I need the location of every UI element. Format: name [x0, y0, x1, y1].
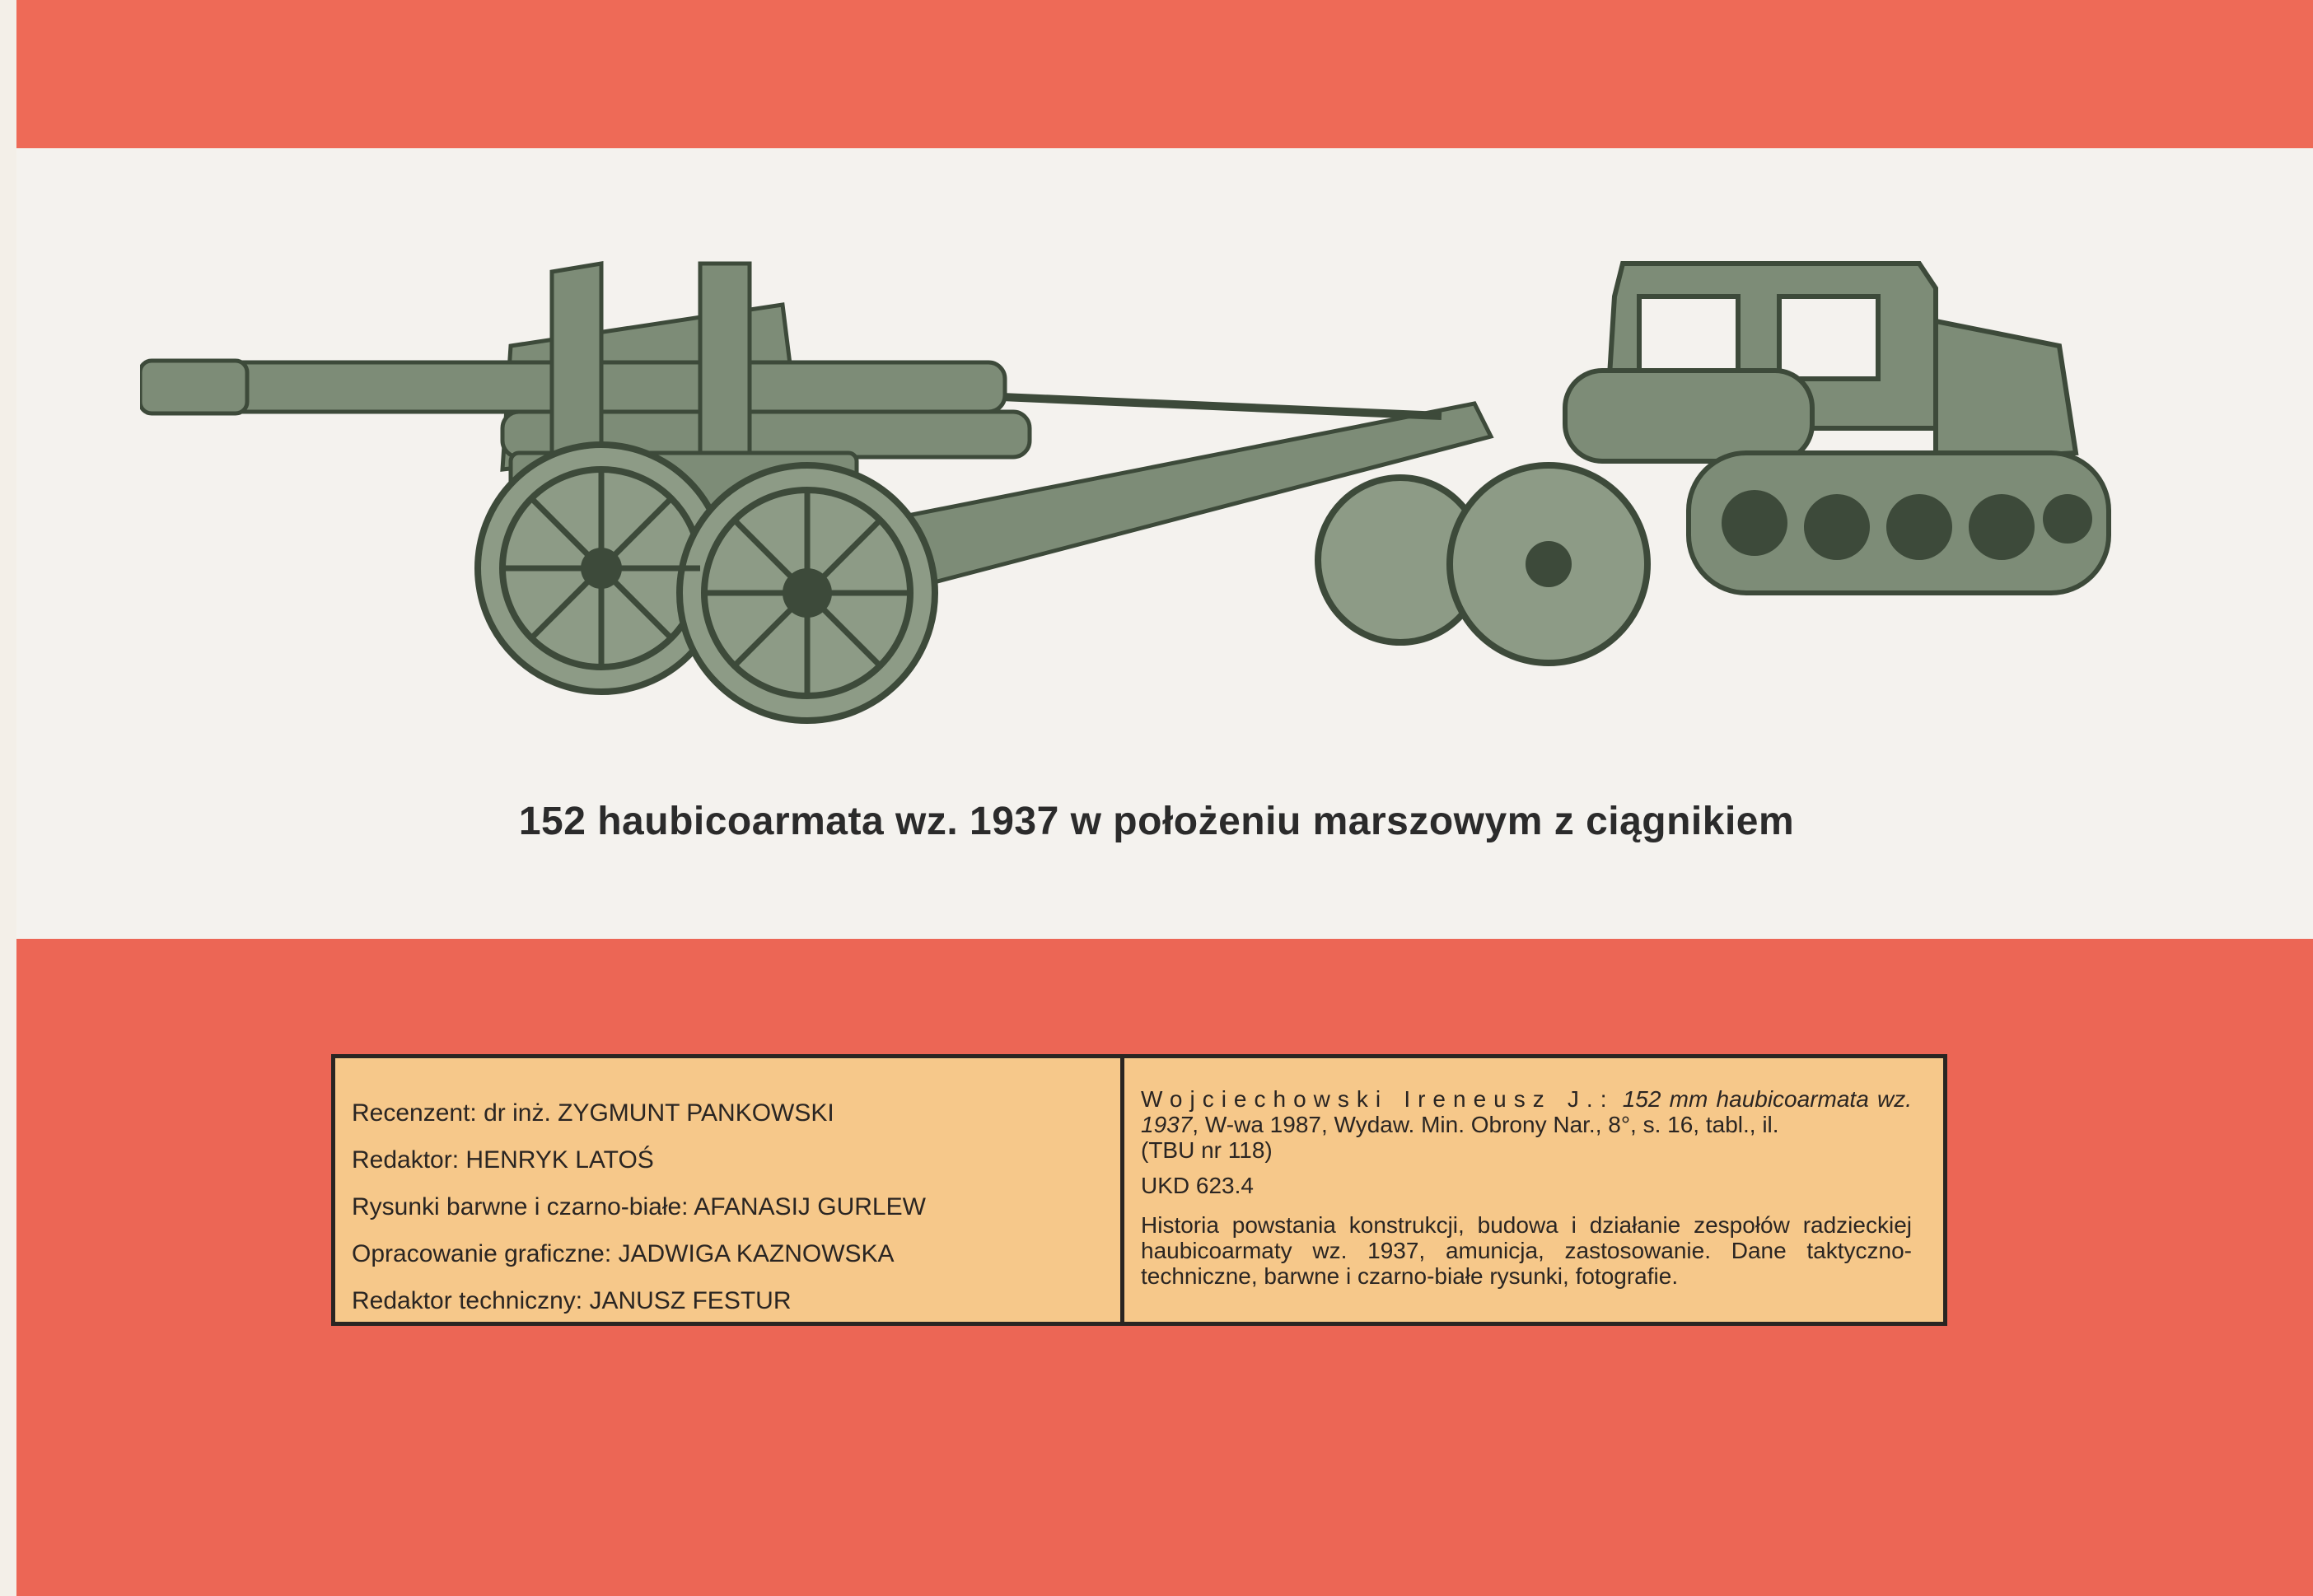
credit-reviewer: Recenzent: dr inż. ZYGMUNT PANKOWSKI [352, 1099, 834, 1127]
top-red-band [16, 0, 2313, 148]
credit-illustrations: Rysunki barwne i czarno-białe: AFANASIJ GURLEW [352, 1193, 926, 1220]
bibliography-column [1124, 1058, 1943, 1322]
bib-series: (TBU nr 118) [1141, 1137, 1273, 1163]
credits-column [335, 1058, 1124, 1322]
bib-details: , W-wa 1987, Wydaw. Min. Obrony Nar., 8°, s. 16, tabl., il. [1192, 1112, 1779, 1137]
bib-title: 152 mm haubicoarmata wz. 1937 [1141, 1086, 1912, 1137]
howitzer-tractor-illustration [140, 239, 2183, 749]
figure-caption: 152 haubicoarmata wz. 1937 w położeniu marszowym z ciągnikiem [518, 800, 1795, 843]
ukd-classification: UKD 623.4 [1141, 1173, 1254, 1198]
imprint-box [331, 1054, 1947, 1326]
bibliographic-entry [1141, 1086, 1912, 1163]
tractor-tank [1565, 371, 1812, 461]
page-edge [0, 0, 16, 1596]
bib-abstract: Historia powstania konstrukcji, budowa i działanie zespołów radzieckiej haubicoarmaty wz. 1937, amunicja, zastosowanie. Dane taktyczno-techniczne, barwne i czarno-białe rysunki, fotografie. [1141, 1212, 1912, 1289]
muzzle-brake [140, 361, 247, 413]
bib-author: Wojciechowski Ireneusz J.: [1141, 1086, 1614, 1112]
credit-graphic-design: Opracowanie graficzne: JADWIGA KAZNOWSKA [352, 1240, 895, 1267]
credit-editor: Redaktor: HENRYK LATOŚ [352, 1146, 654, 1174]
credit-technical-editor: Redaktor techniczny: JANUSZ FESTUR [352, 1287, 792, 1314]
